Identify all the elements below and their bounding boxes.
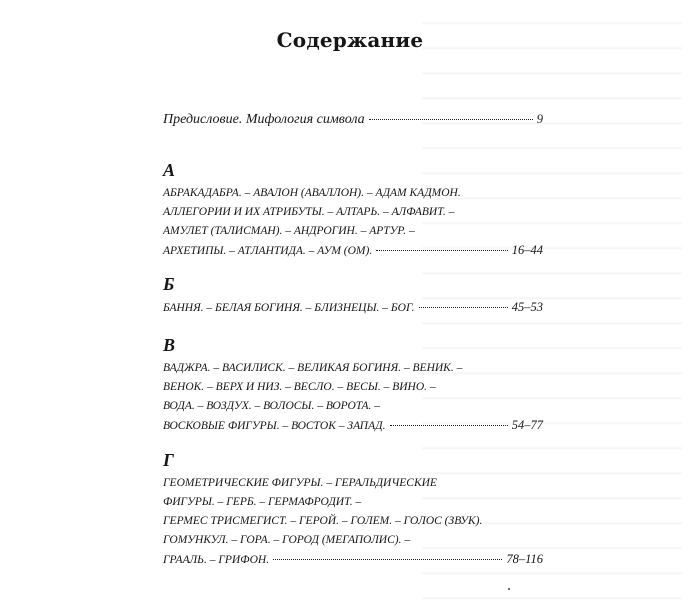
toc-line: ВЕНОК. – ВЕРХ И НИЗ. – ВЕСЛО. – ВЕСЫ. – ВИНО. – <box>163 381 436 393</box>
toc-line: АМУЛЕТ (ТАЛИСМАН). – АНДРОГИН. – АРТУР. – <box>163 225 415 237</box>
toc-line: ГОМУНКУЛ. – ГОРА. – ГОРОД (МЕГАПОЛИС). – <box>163 534 411 546</box>
toc-page-range: 45–53 <box>511 300 543 314</box>
toc-entry-label: Предисловие. Мифология символа <box>163 112 365 127</box>
toc-section-v <box>163 335 543 436</box>
toc-entry-preface <box>163 112 543 128</box>
toc-section-g <box>163 450 543 570</box>
toc-line: АБРАКАДАБРА. – АВАЛОН (АВАЛЛОН). – АДАМ КАДМОН. <box>163 187 461 199</box>
section-letter: Б <box>163 274 175 294</box>
section-letter: В <box>163 335 176 355</box>
dot-leader <box>376 250 508 251</box>
toc-line-with-pages <box>163 550 543 570</box>
toc-line-with-pages <box>163 298 543 318</box>
toc-line-with-pages <box>163 416 543 436</box>
toc-line: ГЕОМЕТРИЧЕСКИЕ ФИГУРЫ. – ГЕРАЛЬДИЧЕСКИЕ <box>163 477 437 489</box>
section-letter: А <box>163 160 176 180</box>
section-letter: Г <box>163 450 174 470</box>
page-title: Содержание <box>276 28 424 52</box>
dot-leader <box>273 559 502 560</box>
toc-line-with-pages <box>163 241 543 261</box>
toc-section-b <box>163 274 543 318</box>
toc-line-text: ВОСКОВЫЕ ФИГУРЫ. – ВОСТОК – ЗАПАД. <box>163 420 386 432</box>
toc-page-range: 16–44 <box>511 243 543 257</box>
toc-page-range: 54–77 <box>511 418 543 432</box>
toc-page-number: 9 <box>536 112 543 126</box>
dot-leader <box>419 307 508 308</box>
print-speck <box>508 588 510 590</box>
toc-page-range: 78–116 <box>506 552 543 566</box>
toc-line: ВОДА. – ВОЗДУХ. – ВОЛОСЫ. – ВОРОТА. – <box>163 400 380 412</box>
toc-line: ГЕРМЕС ТРИСМЕГИСТ. – ГЕРОЙ. – ГОЛЕМ. – ГОЛОС (ЗВУК). <box>163 515 483 527</box>
dot-leader <box>390 425 508 426</box>
toc-line-text: АРХЕТИПЫ. – АТЛАНТИДА. – АУМ (ОМ). <box>163 245 373 257</box>
toc-line-text: БАННЯ. – БЕЛАЯ БОГИНЯ. – БЛИЗНЕЦЫ. – БОГ. <box>163 302 415 314</box>
toc-line: АЛЛЕГОРИИ И ИХ АТРИБУТЫ. – АЛТАРЬ. – АЛФАВИТ. – <box>163 206 455 218</box>
toc-line: ВАДЖРА. – ВАСИЛИСК. – ВЕЛИКАЯ БОГИНЯ. – ВЕНИК. – <box>163 362 463 374</box>
toc-line: ФИГУРЫ. – ГЕРБ. – ГЕРМАФРОДИТ. – <box>163 496 362 508</box>
toc-section-a <box>163 160 543 261</box>
toc-line-text: ГРААЛЬ. – ГРИФОН. <box>163 554 270 566</box>
dot-leader <box>369 119 533 120</box>
